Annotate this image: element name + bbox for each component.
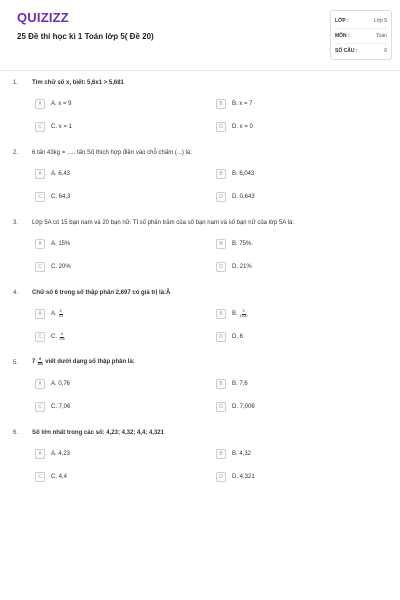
option-text: C. 7,06	[51, 404, 71, 410]
answer-option[interactable]	[216, 331, 243, 343]
answer-option[interactable]	[216, 261, 252, 273]
answer-option[interactable]	[216, 308, 247, 320]
option-text: B. 7,6	[232, 381, 248, 387]
option-letter-box: C	[35, 192, 45, 202]
option-text: B. x = 7	[232, 101, 253, 107]
meta-lop-value: Lớp 5	[373, 18, 387, 24]
answer-option[interactable]	[216, 121, 253, 133]
option-letter-box: D	[216, 262, 226, 272]
question-text: Tìm chữ số x, biết: 5,6x1 > 5,681	[32, 80, 124, 86]
meta-socau-value: 6	[384, 48, 387, 54]
option-letter-box: A	[35, 239, 45, 249]
option-letter-box: A	[35, 379, 45, 389]
fraction	[59, 333, 65, 341]
answer-option[interactable]	[35, 471, 67, 483]
option-letter-box: A	[35, 169, 45, 179]
answer-option[interactable]	[216, 168, 254, 180]
answer-option[interactable]	[35, 261, 71, 273]
option-letter-box: B	[216, 169, 226, 179]
option-text: D. x = 0	[232, 124, 253, 130]
answer-option[interactable]	[216, 191, 255, 203]
option-text: B. 75%.	[232, 241, 254, 247]
option-text: A. 6,43	[51, 171, 71, 177]
question-number: 1.	[13, 80, 19, 86]
question-number: 6.	[13, 430, 19, 436]
option-letter-box: A	[35, 449, 45, 459]
option-letter-box: A	[35, 99, 45, 109]
question-text: Lớp 5A có 15 bạn nam và 20 bạn nữ. Tỉ số phần trăm của số bạn nam và số bạn nữ của lớp 5A là:	[32, 220, 294, 226]
answer-option[interactable]	[216, 401, 255, 413]
fraction-numerator: 6	[39, 357, 42, 361]
fraction-numerator: 6	[60, 332, 63, 336]
option-text: A. x = 9	[51, 101, 72, 107]
meta-mon-label: MÔN :	[335, 33, 350, 39]
option-text: D. 21%	[232, 264, 252, 270]
fraction-denominator: 1000	[239, 313, 248, 318]
quizizz-logo: QUIZIZZ	[17, 10, 69, 25]
option-label: C.	[51, 334, 57, 340]
option-letter-box: B	[216, 239, 226, 249]
option-text: C. x = 1	[51, 124, 72, 130]
meta-lop-label: LỚP :	[335, 18, 349, 24]
option-text: A. 0,76	[51, 381, 71, 387]
answer-option[interactable]	[35, 378, 70, 390]
option-label: A.	[51, 311, 57, 317]
fraction-denominator: 100	[59, 336, 65, 341]
option-letter-box: D	[216, 122, 226, 132]
fraction-numerator: 6	[59, 309, 62, 313]
question-number: 3.	[13, 220, 19, 226]
question-text	[32, 358, 135, 366]
question-number: 2.	[13, 150, 19, 156]
option-letter-box: C	[35, 472, 45, 482]
option-text: C. 64,3	[51, 194, 71, 200]
worksheet-title: 25 Đề thi học kì 1 Toán lớp 5( Đề 20)	[17, 32, 154, 41]
question-text: Số lớn nhất trong các số: 4,23; 4,32; 4,4; 4,321	[32, 430, 164, 436]
answer-option[interactable]	[35, 191, 70, 203]
worksheet-header	[0, 0, 400, 71]
fraction	[37, 358, 43, 366]
answer-option[interactable]	[216, 448, 251, 460]
question-number: 4.	[13, 290, 19, 296]
option-text: A. 15%	[51, 241, 71, 247]
answer-option[interactable]	[35, 331, 65, 343]
meta-mon-value: Toán	[376, 33, 387, 39]
answer-option[interactable]	[216, 378, 248, 390]
option-text	[51, 333, 65, 341]
option-letter-box: A	[35, 309, 45, 319]
mixed-number-whole: 7	[32, 359, 36, 365]
option-letter-box: B	[216, 99, 226, 109]
answer-option[interactable]	[35, 121, 72, 133]
option-label: B.	[232, 311, 238, 317]
answer-option[interactable]	[35, 168, 70, 180]
fraction-numerator: 6	[242, 309, 245, 313]
option-letter-box: D	[216, 332, 226, 342]
option-letter-box: B	[216, 449, 226, 459]
meta-row-socau	[335, 44, 387, 58]
meta-row-lop	[335, 14, 387, 29]
option-text	[51, 310, 63, 318]
option-letter-box: D	[216, 192, 226, 202]
option-text: B. 6,043	[232, 171, 255, 177]
fraction	[59, 310, 63, 318]
answer-option[interactable]	[35, 238, 70, 250]
fraction-denominator: 100	[37, 361, 44, 366]
fraction	[240, 310, 248, 318]
answer-option[interactable]	[35, 401, 70, 413]
question-text-body: viết dưới dạng số thập phân là:	[45, 359, 135, 365]
option-letter-box: B	[216, 309, 226, 319]
option-letter-box: C	[35, 122, 45, 132]
option-text	[232, 310, 247, 318]
option-text: B. 4,32	[232, 451, 252, 457]
meta-socau-label: SỐ CÂU :	[335, 48, 358, 54]
answer-option[interactable]	[216, 471, 255, 483]
option-text: D. 0,643	[232, 194, 255, 200]
question-number: 5.	[13, 360, 19, 366]
option-text: A. 4,23	[51, 451, 71, 457]
option-letter-box: C	[35, 402, 45, 412]
meta-box	[330, 10, 392, 60]
option-text: D. 6	[232, 334, 244, 340]
question-text: 6 tấn 43kg = ..... tấn.Số thích hợp điền vào chỗ chấm (...) là:	[32, 150, 192, 156]
meta-row-mon	[335, 29, 387, 44]
question-text: Chữ số 6 trong số thập phân 2,697 có giá trị là:Â	[32, 290, 171, 296]
option-letter-box: D	[216, 402, 226, 412]
option-text: C. 20%	[51, 264, 71, 270]
answer-option[interactable]	[216, 238, 253, 250]
answer-option[interactable]	[35, 448, 70, 460]
answer-option[interactable]	[216, 98, 253, 110]
answer-option[interactable]	[35, 308, 63, 320]
option-letter-box: B	[216, 379, 226, 389]
answer-option[interactable]	[35, 98, 72, 110]
option-letter-box: C	[35, 262, 45, 272]
option-text: C. 4,4	[51, 474, 68, 480]
fraction-denominator: 10	[58, 313, 63, 318]
option-text: D. 7,006	[232, 404, 255, 410]
option-text: D. 4,321	[232, 474, 255, 480]
option-letter-box: C	[35, 332, 45, 342]
option-letter-box: D	[216, 472, 226, 482]
